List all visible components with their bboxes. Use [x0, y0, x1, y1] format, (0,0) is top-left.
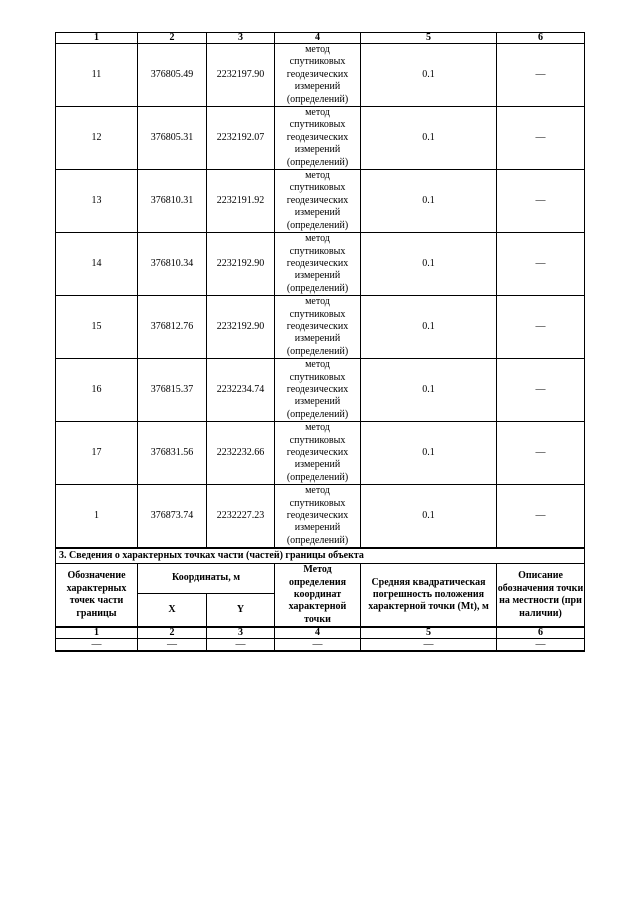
method-line: измерений: [294, 144, 341, 156]
method-line: спутниковых: [289, 434, 346, 446]
mt-value: 0.1: [361, 233, 497, 296]
coord-y: 2232192.07: [207, 107, 275, 170]
table-row: [56, 485, 585, 549]
description: —: [497, 485, 585, 549]
method-line: геодезических: [286, 447, 349, 458]
method-line: измерений: [294, 333, 341, 345]
method-line: спутниковых: [289, 119, 346, 131]
column-number: 3: [207, 627, 275, 639]
table-row: [56, 44, 585, 107]
description: —: [497, 296, 585, 359]
coordinates-header: Координаты, м: [138, 564, 275, 593]
method-line: метод: [305, 170, 330, 182]
mt-value: 0.1: [361, 485, 497, 549]
method-line: геодезических: [286, 383, 349, 395]
method: [275, 359, 361, 422]
method-line: измерений: [294, 207, 341, 219]
dash-cell: —: [56, 639, 138, 652]
method-line: спутниковых: [289, 308, 346, 320]
column-number: 1: [56, 33, 138, 44]
section-3-title-row: [56, 548, 585, 564]
method-line: геодезических: [286, 131, 349, 143]
coord-y: 2232232.66: [207, 422, 275, 485]
method-line: геодезических: [286, 510, 349, 522]
mt-value: 0.1: [361, 422, 497, 485]
column-number: 4: [275, 33, 361, 44]
column-number: 6: [497, 33, 585, 44]
x-header: X: [138, 593, 207, 627]
method-line: метод: [305, 485, 330, 497]
mt-value: 0.1: [361, 296, 497, 359]
method-line: метод: [305, 107, 330, 119]
point-number: 14: [56, 233, 138, 296]
dash-cell: —: [207, 639, 275, 652]
table-row: [56, 233, 585, 296]
column-number: 5: [361, 33, 497, 44]
mt-value: 0.1: [361, 170, 497, 233]
column-number-header-row: [56, 33, 585, 44]
table-row: [56, 296, 585, 359]
method-line: (определений): [286, 156, 349, 168]
point-number: 1: [56, 485, 138, 549]
column-number: 5: [361, 627, 497, 639]
method-line: геодезических: [286, 194, 349, 206]
section-3-empty-row: [56, 639, 585, 652]
method: [275, 233, 361, 296]
coord-x: 376805.31: [138, 107, 207, 170]
column-number: 4: [275, 627, 361, 639]
coord-x: 376812.76: [138, 296, 207, 359]
coord-x: 376810.31: [138, 170, 207, 233]
method-line: измерений: [294, 270, 341, 282]
mt-header: Средняя квадратическая погрешность положения характерной точки (Mt), м: [361, 564, 497, 628]
coord-y: 2232234.74: [207, 359, 275, 422]
coord-x: 376805.49: [138, 44, 207, 107]
column-number: 2: [138, 33, 207, 44]
point-number: 16: [56, 359, 138, 422]
coord-x: 376873.74: [138, 485, 207, 549]
method-line: (определений): [286, 534, 349, 546]
table-row: [56, 107, 585, 170]
column-number: 3: [207, 33, 275, 44]
method-line: (определений): [286, 345, 349, 357]
point-number: 13: [56, 170, 138, 233]
dash-cell: —: [497, 639, 585, 652]
method-line: (определений): [286, 471, 349, 483]
coord-y: 2232197.90: [207, 44, 275, 107]
method: [275, 107, 361, 170]
method-line: спутниковых: [289, 371, 346, 383]
method-line: спутниковых: [289, 497, 346, 509]
section-3-number-row: [56, 627, 585, 639]
method-line: геодезических: [286, 68, 349, 80]
method-line: спутниковых: [289, 182, 346, 194]
coord-y: 2232227.23: [207, 485, 275, 549]
method-line: измерений: [294, 396, 341, 408]
point-number: 17: [56, 422, 138, 485]
point-number: 11: [56, 44, 138, 107]
section-3-header-row: [56, 564, 585, 593]
method: [275, 44, 361, 107]
method-line: спутниковых: [289, 56, 346, 68]
table-row: [56, 359, 585, 422]
point-number: 15: [56, 296, 138, 359]
description: —: [497, 233, 585, 296]
column-number: 2: [138, 627, 207, 639]
characteristic-points-table: [55, 32, 585, 652]
method-line: геодезических: [286, 320, 349, 332]
mt-value: 0.1: [361, 107, 497, 170]
description: —: [497, 44, 585, 107]
method-line: измерений: [294, 459, 341, 471]
column-number: 6: [497, 627, 585, 639]
method-line: спутниковых: [289, 245, 346, 257]
method-line: метод: [305, 422, 330, 434]
method-line: (определений): [286, 219, 349, 231]
dash-cell: —: [138, 639, 207, 652]
method-line: метод: [305, 359, 330, 371]
method-header: Метод определения координат характерной точки: [275, 564, 361, 628]
method-line: геодезических: [286, 257, 349, 269]
description: —: [497, 107, 585, 170]
method-line: измерений: [294, 522, 341, 534]
dash-cell: —: [361, 639, 497, 652]
coord-y: 2232192.90: [207, 296, 275, 359]
description: —: [497, 359, 585, 422]
y-header: Y: [207, 593, 275, 627]
description: —: [497, 422, 585, 485]
method: [275, 485, 361, 549]
dash-cell: —: [275, 639, 361, 652]
method-line: (определений): [286, 408, 349, 420]
coord-y: 2232191.92: [207, 170, 275, 233]
method-line: (определений): [286, 93, 349, 105]
method: [275, 170, 361, 233]
column-number: 1: [56, 627, 138, 639]
method-line: (определений): [286, 282, 349, 294]
section-3-title: 3. Сведения о характерных точках части (частей) границы объекта: [56, 548, 585, 564]
table-row: [56, 170, 585, 233]
method: [275, 422, 361, 485]
description: —: [497, 170, 585, 233]
method-line: метод: [305, 296, 330, 308]
mt-value: 0.1: [361, 44, 497, 107]
method: [275, 296, 361, 359]
method-line: метод: [305, 44, 330, 55]
method-line: измерений: [294, 81, 341, 93]
method-line: метод: [305, 233, 330, 245]
coord-y: 2232192.90: [207, 233, 275, 296]
point-designation-header: Обозначение характерных точек части границы: [56, 564, 138, 628]
point-number: 12: [56, 107, 138, 170]
table-row: [56, 422, 585, 485]
coord-x: 376831.56: [138, 422, 207, 485]
mt-value: 0.1: [361, 359, 497, 422]
coord-x: 376810.34: [138, 233, 207, 296]
coord-x: 376815.37: [138, 359, 207, 422]
description-header: Описание обозначения точки на местности (при наличии): [497, 564, 585, 628]
